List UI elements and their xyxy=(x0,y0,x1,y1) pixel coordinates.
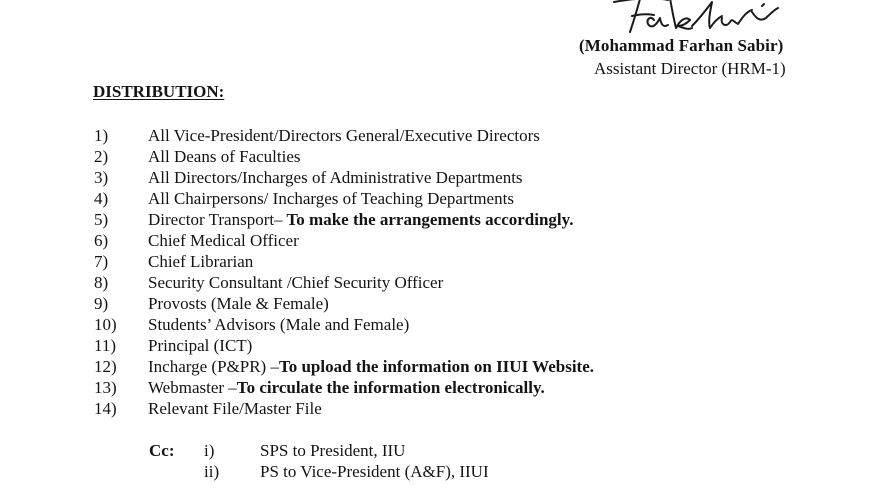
distribution-item-text xyxy=(148,146,301,167)
distribution-item-text xyxy=(148,356,594,377)
distribution-item-number: 9) xyxy=(94,294,109,313)
distribution-recipient: All Deans of Faculties xyxy=(148,147,301,166)
distribution-item-text xyxy=(148,125,540,146)
distribution-item-number: 11) xyxy=(94,336,117,355)
cc-item-text: SPS to President, IIU xyxy=(260,441,406,460)
distribution-item-number: 13) xyxy=(94,378,117,397)
distribution-item-number: 12) xyxy=(94,357,117,376)
distribution-recipient: Security Consultant /Chief Security Officer xyxy=(148,273,444,292)
distribution-item-text xyxy=(148,230,299,251)
distribution-instruction: To make the arrangements accordingly. xyxy=(282,210,574,229)
signatory-name: (Mohammad Farhan Sabir) xyxy=(579,36,784,55)
distribution-item-text xyxy=(148,272,443,293)
distribution-item-text xyxy=(148,251,253,272)
distribution-instruction: To circulate the information electronically. xyxy=(236,378,545,397)
distribution-recipient: All Vice-President/Directors General/Executive Directors xyxy=(148,126,540,145)
distribution-item-number: 14) xyxy=(94,399,117,418)
distribution-recipient: Incharge (P&PR) – xyxy=(148,357,279,376)
distribution-recipient: Provosts (Male & Female) xyxy=(148,294,329,313)
distribution-recipient: Chief Librarian xyxy=(148,252,254,271)
distribution-item-text xyxy=(148,293,329,314)
distribution-item-number: 5) xyxy=(94,210,109,229)
distribution-item-number: 1) xyxy=(94,126,109,145)
distribution-recipient: Chief Medical Officer xyxy=(148,231,299,250)
distribution-item-text xyxy=(148,398,322,419)
distribution-recipient: Webmaster – xyxy=(148,378,237,397)
distribution-item-text xyxy=(148,314,409,335)
distribution-item-number: 4) xyxy=(94,189,109,208)
distribution-heading: DISTRIBUTION: xyxy=(93,82,225,101)
cc-item-number: i) xyxy=(204,441,215,460)
distribution-item-text xyxy=(148,209,573,230)
distribution-item-text xyxy=(148,377,545,398)
distribution-item-text xyxy=(148,335,252,356)
distribution-recipient: Relevant File/Master File xyxy=(148,399,322,418)
distribution-instruction: To upload the information on IIUI Website. xyxy=(278,357,594,376)
cc-item xyxy=(204,461,724,482)
distribution-item-number: 3) xyxy=(94,168,109,187)
signatory-title: Assistant Director (HRM-1) xyxy=(594,59,786,78)
distribution-item-text xyxy=(148,188,514,209)
distribution-recipient: All Chairpersons/ Incharges of Teaching Departments xyxy=(148,189,514,208)
signature-image xyxy=(606,0,786,40)
cc-item xyxy=(204,440,724,461)
distribution-recipient: Principal (ICT) xyxy=(148,336,253,355)
distribution-recipient: Director Transport– xyxy=(148,210,283,229)
distribution-item-number: 7) xyxy=(94,252,109,271)
distribution-recipient: All Directors/Incharges of Administrative Departments xyxy=(148,168,523,187)
distribution-item-text xyxy=(148,167,523,188)
distribution-item-number: 6) xyxy=(94,231,109,250)
cc-item-number: ii) xyxy=(204,462,220,481)
cc-label: Cc: xyxy=(149,441,175,460)
distribution-item-number: 8) xyxy=(94,273,109,292)
distribution-recipient: Students’ Advisors (Male and Female) xyxy=(148,315,410,334)
distribution-item-number: 10) xyxy=(94,315,117,334)
distribution-item-number: 2) xyxy=(94,147,109,166)
cc-item-text: PS to Vice-President (A&F), IIUI xyxy=(260,462,489,481)
